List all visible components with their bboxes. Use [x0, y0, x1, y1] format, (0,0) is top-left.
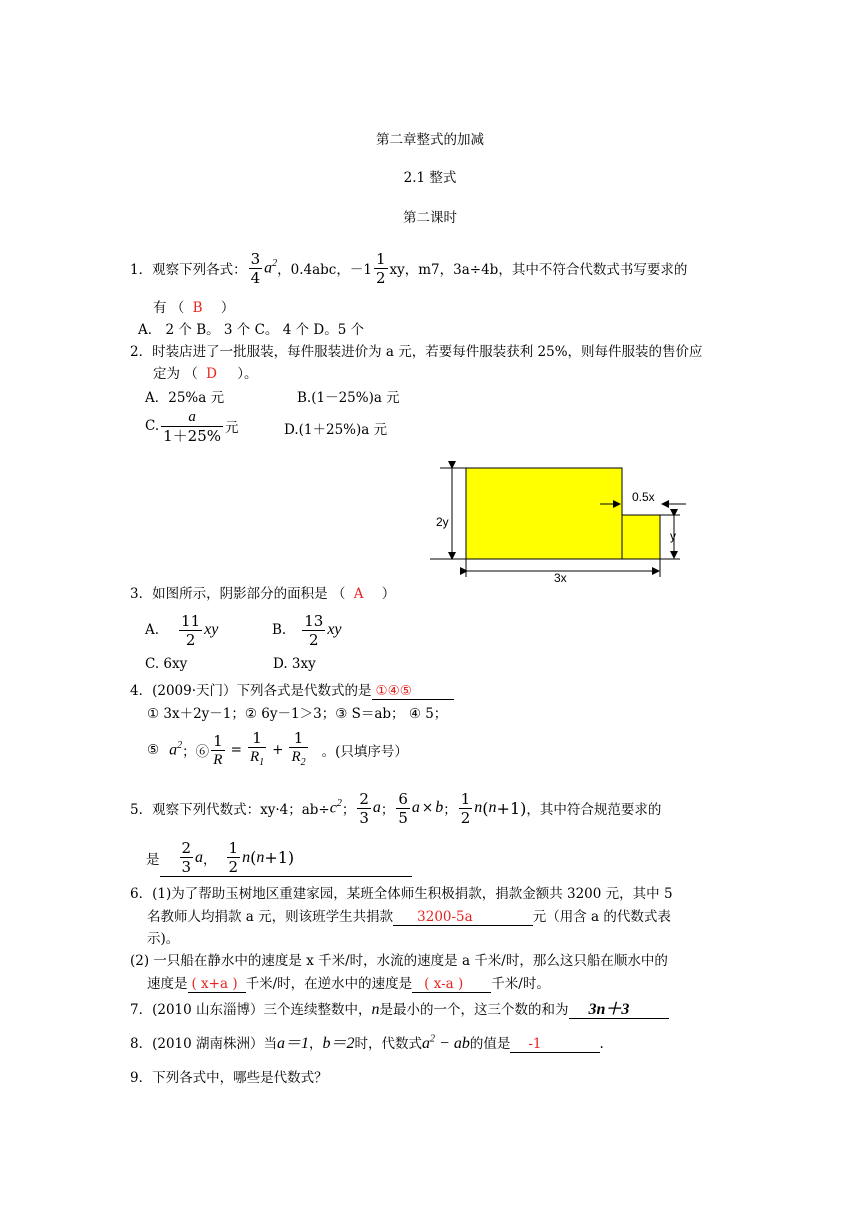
answer-q4: ①④⑤ [375, 683, 412, 699]
question-6-line-3: 示)。 [147, 931, 180, 947]
answer-q6-1: 3200-5a [417, 909, 473, 925]
label-0-5x: 0.5x [632, 490, 655, 504]
question-5-line-1: 5．观察下列代数式：xy·4；ab÷ $c^2$ ； 2 3 a ； 6 5 a × b ； 1 2 n ( n +1) ，其中符合规范要求的 [130, 789, 662, 827]
question-3: 3．如图所示，阴影部分的面积是 （ A ） [130, 586, 396, 602]
question-9: 9．下列各式中，哪些是代数式？ [130, 1070, 328, 1086]
answer-q2: D [206, 366, 217, 382]
question-4-line-3: ⑤ $a^2$ ；⑥ $\frac{1}{R}$ = $\frac{1}{R_1}$ + $\frac{1}{R_2}$ 。(只填序号） [147, 726, 408, 774]
question-2-option-c: C. a 1＋25% 元 [145, 408, 239, 445]
question-5-line-2: 是 2 3 a ， 1 2 n ( n +1) [146, 836, 412, 880]
question-4-line-2: ① 3x＋2y－1；② 6y－1＞3；③ S＝ab； ④ 5； [147, 706, 448, 722]
question-3-option-d: D. 3xy [273, 656, 316, 672]
question-1-line-1: 1．观察下列各式： 3 4 $a^2$ ，0.4abc， －1 1 2 xy，m7，3a÷4b，其中不符合代数式书写要求的 [130, 249, 688, 287]
label-y: y [670, 529, 676, 543]
question-6-line-2: 名教师人均捐款 a 元，则该班学生共捐款 3200-5a 元（用含 a 的代数式表 [147, 909, 671, 925]
answer-q7: 3n＋3 [588, 1001, 630, 1018]
question-6-part-2-line-2: 速度是 ( x+a ) 千米/时，在逆水中的速度是 ( x-a ) 千米/时。 [147, 976, 550, 992]
chapter-title: 第二章整式的加减 [376, 132, 484, 148]
answer-q5: 2 3 a ， 1 2 n ( n +1) [160, 839, 413, 877]
question-1-line-2: 有 （ B ） [153, 300, 235, 316]
question-2-line-2: 定为 （ D ）。 [153, 366, 258, 382]
question-4-line-1: 4．(2009·天门）下列各式是代数式的是 ①④⑤ [130, 679, 454, 699]
fraction-3-4: 3 4 [250, 249, 261, 287]
shaded-area-figure [430, 460, 700, 585]
question-6-part-2-line-1: (2) 一只船在静水中的速度是 x 千米/时，水流的速度是 a 千米/时，那么这只船在顺水中的 [130, 953, 668, 969]
section-title: 2.1 整式 [403, 170, 457, 186]
answer-q6-2: ( x+a ) [191, 976, 238, 992]
question-2-line-1: 2．时装店进了一批服装，每件服装进价为 a 元，若要每件服装获利 25%，则每件服装的售价应 [130, 344, 703, 360]
large-rectangle [466, 468, 622, 559]
small-rectangle [622, 515, 660, 559]
question-2-option-a: A．25%a 元 [145, 390, 225, 406]
question-6-line-1: 6．(1)为了帮助玉树地区重建家园，某班全体师生积极捐款，捐款金额共 3200 元，其中 5 [130, 886, 673, 902]
answer-q6-3: ( x-a ) [424, 976, 464, 992]
question-3-option-c: C. 6xy [145, 656, 188, 672]
answer-q8: -1 [528, 1036, 542, 1052]
question-8: 8．(2010 湖南株洲）当a＝1，b＝2时，代数式$a^2$ − ab的值是 -1 . [130, 1033, 604, 1052]
answer-q3: A [353, 586, 364, 602]
question-2-option-b: B.(1－25%)a 元 [297, 390, 400, 406]
answer-q1: B [192, 300, 203, 316]
label-3x: 3x [554, 571, 567, 585]
fraction-1-2: 1 2 [375, 249, 386, 287]
question-2-option-d: D.(1＋25%)a 元 [284, 422, 388, 438]
lesson-title: 第二课时 [403, 210, 457, 226]
question-1-options: A． 2 个 B。 3 个 C。 4 个 D。5 个 [138, 322, 365, 338]
label-2y: 2y [436, 515, 449, 529]
question-3-option-b: B. 13 2 xy [272, 611, 342, 649]
question-3-option-a: A. 11 2 xy [145, 611, 219, 649]
question-7: 7．(2010 山东淄博）三个连续整数中，n是最小的一个，这三个数的和为 3n＋3 [130, 996, 669, 1019]
